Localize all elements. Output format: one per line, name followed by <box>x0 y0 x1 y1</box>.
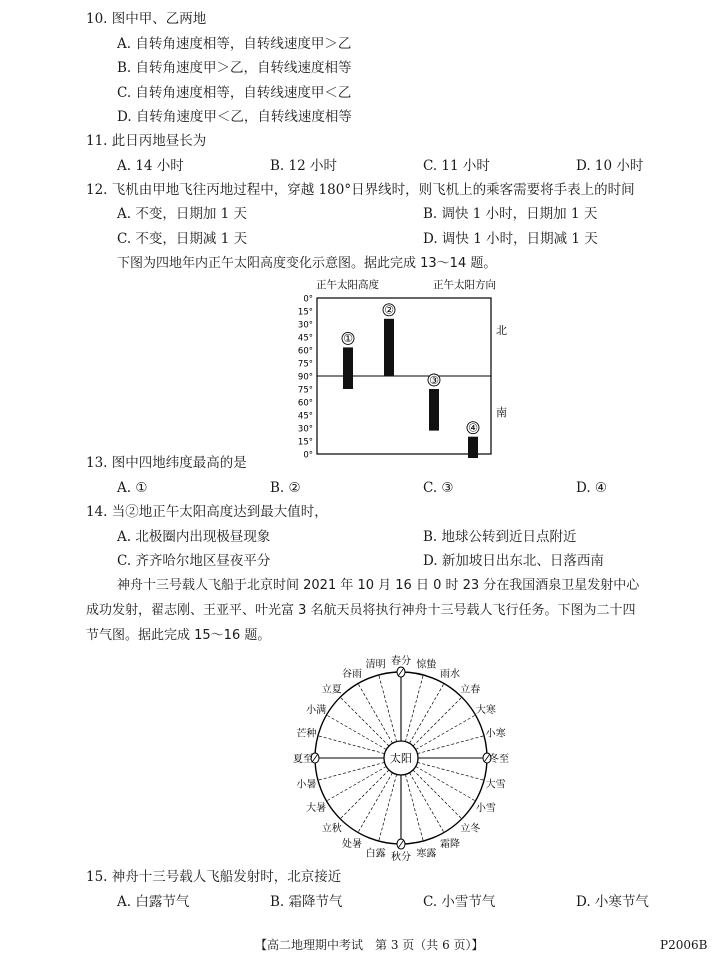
q14-option-c: C. 齐齐哈尔地区昼夜平分 <box>117 553 271 569</box>
y-tick-label: 30° <box>297 320 313 331</box>
term-spoke <box>417 762 484 780</box>
solar-term-label: 清明 <box>365 659 386 671</box>
intro-13-14: 下图为四地年内正午太阳高度变化示意图。据此完成 13～14 题。 <box>117 256 497 271</box>
q12-option-d: D. 调快 1 小时，日期减 1 天 <box>423 231 598 247</box>
term-spoke <box>413 697 462 746</box>
term-spoke <box>405 774 423 841</box>
bar-label: ④ <box>468 421 478 435</box>
bar-3 <box>429 389 439 431</box>
q12-option-b: B. 调快 1 小时，日期加 1 天 <box>423 206 598 222</box>
y-tick-label: 0° <box>303 450 313 458</box>
q12-stem: 12. 飞机由甲地飞往丙地过程中，穿越 180°日界线时，则飞机上的乘客需要将手表上的时间 <box>86 182 635 198</box>
q12-option-c: C. 不变，日期减 1 天 <box>117 231 248 247</box>
q11-option-a: A. 14 小时 <box>117 158 184 174</box>
term-spoke <box>358 684 393 744</box>
solar-term-label: 春分 <box>391 656 411 667</box>
term-spoke <box>340 697 389 746</box>
term-spoke <box>417 736 484 754</box>
term-spoke <box>340 770 389 819</box>
footer-code: P2006B <box>660 938 708 952</box>
bar-label: ② <box>384 303 394 317</box>
bar-4 <box>468 437 478 458</box>
q14-stem: 14. 当②地正午太阳高度达到最大值时， <box>86 504 328 520</box>
y-tick-label: 75° <box>297 385 313 396</box>
y-tick-label: 15° <box>297 437 313 448</box>
solar-term-label: 芒种 <box>296 728 317 740</box>
solar-term-label: 大暑 <box>306 803 327 814</box>
direction-south: 南 <box>496 406 507 419</box>
sun-label: 太阳 <box>390 752 412 765</box>
bar-label: ③ <box>429 373 439 387</box>
q10-stem: 10. 图中甲、乙两地 <box>86 11 207 27</box>
solar-term-label: 雨水 <box>440 669 460 681</box>
footer-page-info: 【高二地理期中考试 第 3 页（共 6 页）】 <box>255 938 484 952</box>
term-spoke <box>405 675 423 742</box>
term-spoke <box>413 770 462 819</box>
term-spoke <box>318 762 385 780</box>
term-spoke <box>327 715 387 750</box>
solar-term-label: 惊蛰 <box>416 659 437 671</box>
q10-option-a: A. 自转角速度相等，自转线速度甲＞乙 <box>117 36 352 52</box>
y-tick-label: 60° <box>297 398 313 409</box>
term-spoke <box>410 684 445 744</box>
term-spoke <box>358 773 393 833</box>
solar-term-label: 立夏 <box>321 684 342 696</box>
solar-term-label: 冬至 <box>489 754 509 765</box>
solar-term-label: 处暑 <box>342 838 362 850</box>
y-tick-label: 15° <box>297 307 313 318</box>
q14-option-d: D. 新加坡日出东北、日落西南 <box>423 553 604 569</box>
term-spoke <box>416 767 476 802</box>
solar-term-label: 谷雨 <box>342 669 362 681</box>
bar-2 <box>384 319 394 376</box>
chart-title-left: 正午太阳高度 <box>316 279 379 291</box>
solar-term-label: 小暑 <box>296 779 317 791</box>
solar-term-label: 立春 <box>460 684 481 696</box>
q10-option-d: D. 自转角速度甲＜乙，自转线速度相等 <box>117 109 352 125</box>
bar-label: ① <box>343 332 353 346</box>
solar-term-label: 白露 <box>365 848 386 860</box>
y-tick-label: 75° <box>297 359 313 370</box>
q13-option-a: A. ① <box>117 480 148 496</box>
term-spoke <box>318 736 385 754</box>
q11-option-d: D. 10 小时 <box>576 158 644 174</box>
solar-term-label: 小寒 <box>485 728 506 740</box>
solar-terms-diagram <box>274 646 526 868</box>
y-tick-label: 45° <box>297 333 313 344</box>
q15-stem: 15. 神舟十三号载人飞船发射时，北京接近 <box>86 869 342 885</box>
y-tick-label: 45° <box>297 411 313 422</box>
solar-term-label: 寒露 <box>416 848 437 860</box>
y-tick-label: 30° <box>297 424 313 435</box>
q14-option-b: B. 地球公转到近日点附近 <box>423 529 577 545</box>
term-spoke <box>379 675 397 742</box>
q14-option-a: A. 北极圈内出现极昼现象 <box>117 529 271 545</box>
intro-15-16-line3: 节气图。据此完成 15～16 题。 <box>86 628 271 643</box>
bar-1 <box>343 347 353 389</box>
q15-option-b: B. 霜降节气 <box>270 894 343 910</box>
term-spoke <box>379 774 397 841</box>
q11-option-b: B. 12 小时 <box>270 158 337 174</box>
solar-term-label: 霜降 <box>440 838 460 850</box>
q15-option-d: D. 小寒节气 <box>576 894 649 910</box>
q13-option-d: D. ④ <box>576 480 608 496</box>
solar-term-label: 小满 <box>306 705 327 716</box>
q15-option-a: A. 白露节气 <box>117 894 190 910</box>
y-tick-label: 60° <box>297 346 313 357</box>
direction-north: 北 <box>496 324 507 337</box>
q11-option-c: C. 11 小时 <box>423 158 490 174</box>
intro-15-16-line1: 神舟十三号载人飞船于北京时间 2021 年 10 月 16 日 0 时 23 分在我国酒泉卫星发射中心 <box>117 578 640 593</box>
solar-term-label: 立冬 <box>460 823 481 835</box>
q13-option-b: B. ② <box>270 480 301 496</box>
term-spoke <box>416 715 476 750</box>
q12-option-a: A. 不变，日期加 1 天 <box>117 206 248 222</box>
solar-term-label: 夏至 <box>293 754 313 765</box>
intro-15-16-line2: 成功发射，翟志刚、王亚平、叶光富 3 名航天员将执行神舟十三号载人飞行任务。下图为二十四 <box>86 603 636 618</box>
chart-title-right: 正午太阳方向 <box>433 279 496 291</box>
term-spoke <box>410 773 445 833</box>
q13-stem: 13. 图中四地纬度最高的是 <box>86 455 247 471</box>
q11-stem: 11. 此日丙地昼长为 <box>86 133 207 149</box>
y-tick-label: 90° <box>297 372 313 383</box>
solar-term-label: 立秋 <box>321 823 342 835</box>
q15-option-c: C. 小雪节气 <box>423 894 496 910</box>
solar-term-label: 大寒 <box>475 705 496 716</box>
q10-option-c: C. 自转角速度相等，自转线速度甲＜乙 <box>117 85 352 101</box>
q13-option-c: C. ③ <box>423 480 454 496</box>
term-spoke <box>327 767 387 802</box>
q10-option-b: B. 自转角速度甲＞乙，自转线速度相等 <box>117 60 352 76</box>
solar-term-label: 大雪 <box>485 779 506 791</box>
y-tick-label: 0° <box>303 294 313 305</box>
solar-term-label: 小雪 <box>475 803 496 814</box>
noon-sun-altitude-chart <box>270 276 530 458</box>
solar-term-label: 秋分 <box>391 852 411 863</box>
